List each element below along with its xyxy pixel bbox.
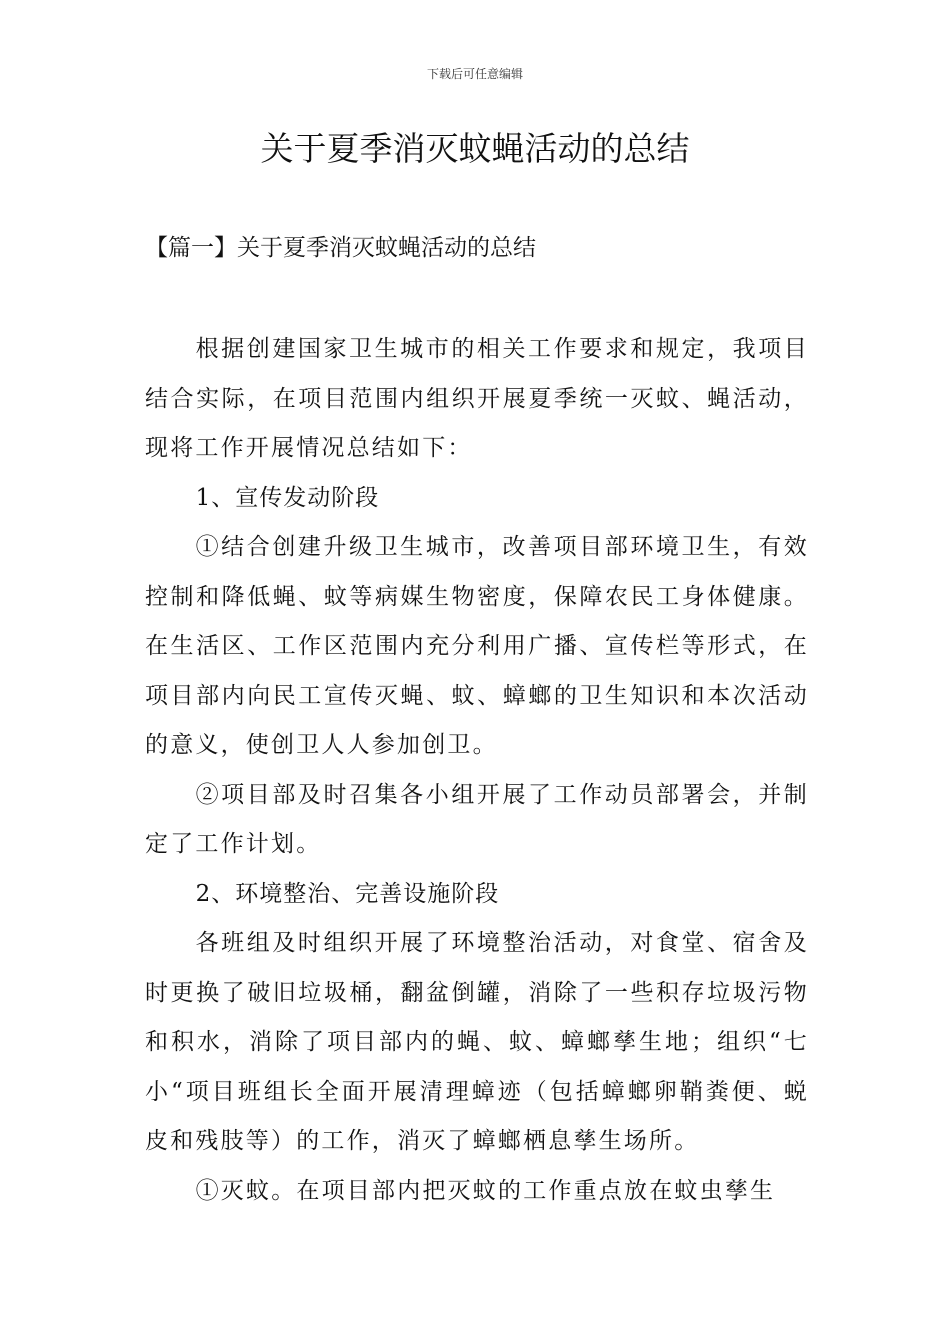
- paragraph-mosquito-control: ①灭蚊。在项目部内把灭蚊的工作重点放在蚊虫孳生: [195, 1177, 776, 1204]
- document-title: 关于夏季消灭蚊蝇活动的总结: [260, 129, 690, 168]
- paragraph-environment: 各班组及时组织开展了环境整治活动，对食堂、宿舍及时更换了破旧垃圾桶，翻盆倒罐，消除了一些积存垃圾污物和积水，消除了项目部内的蝇、蚊、蟑螂孳生地；组织“七小“项目班组长全面开展清理蟑迹（包括蟑螂卵鞘粪便、蜕皮和残肢等）的工作，消灭了蟑螂栖息孳生场所。: [145, 930, 809, 1154]
- paragraph-intro: 根据创建国家卫生城市的相关工作要求和规定，我项目结合实际，在项目范围内组织开展夏季统一灭蚊、蝇活动，现将工作开展情况总结如下：: [145, 336, 809, 461]
- subheading-environment-stage: 2、环境整治、完善设施阶段: [195, 880, 500, 907]
- subheading-publicity-stage: 1、宣传发动阶段: [195, 484, 380, 511]
- paragraph-publicity-1: ①结合创建升级卫生城市，改善项目部环境卫生，有效控制和降低蝇、蚊等病媒生物密度，保障农民工身体健康。在生活区、工作区范围内充分利用广播、宣传栏等形式，在项目部内向民工宣传灭蝇、蚊、蟑螂的卫生知识和本次活动的意义，使创卫人人参加创卫。: [145, 534, 809, 758]
- section-heading: 【篇一】关于夏季消灭蚊蝇活动的总结: [145, 235, 536, 261]
- document-body: [145, 325, 809, 1216]
- header-note: 下载后可任意编辑: [426, 67, 523, 81]
- paragraph-publicity-2: ②项目部及时召集各小组开展了工作动员部署会，并制定了工作计划。: [145, 781, 809, 857]
